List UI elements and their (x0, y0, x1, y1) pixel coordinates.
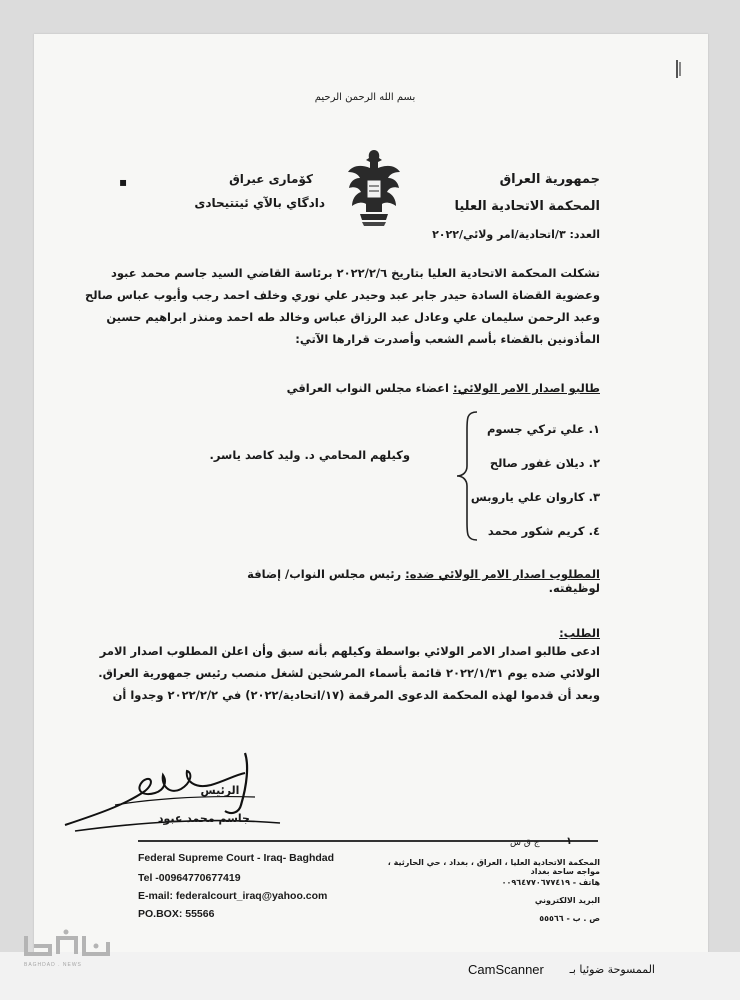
watermark-text: BAGHDAD . NEWS (24, 962, 82, 968)
reference-number: العدد: ٣/اتحادية/امر ولائي/٢٠٢٢ (432, 228, 600, 241)
header-mark: ▪ (119, 175, 128, 189)
handwritten-signature (55, 745, 285, 840)
intro-line: المأذونين بالقضاء بأسم الشعب وأصدرت قرارها الآتي: (295, 332, 600, 346)
intro-line: وعضوية القضاة السادة حيدر جابر عبد وحيدر علي نوري وخلف احمد رجب وأيوب عباس صالح (84, 288, 600, 302)
requesters-agent: وكيلهم المحامي د. وليد كاصد ياسر. (209, 448, 410, 462)
footer-pobox-arabic: ص . ب - ٥٥٥٦٦ (539, 914, 600, 923)
signatory-name: جاسم محمد عبود (157, 812, 250, 825)
page-number: ١ (566, 836, 573, 847)
basmala: بسم الله الرحمن الرحيم (314, 92, 416, 103)
respondent-value: رئيس مجلس النواب/ إضافة لوظيفته. (247, 567, 600, 595)
list-item: ٤. كريم شكور محمد (487, 524, 600, 538)
footer-initials: ج ق س (510, 838, 540, 848)
request-heading: الطلب: (559, 626, 600, 640)
court-name: المحكمة الاتحادية العليا (454, 199, 600, 214)
footer-email: E-mail: federalcourt_iraq@yahoo.com (138, 890, 328, 902)
footer-email-arabic: البريد الالكتروني (534, 896, 600, 905)
intro-line: تشكلت المحكمة الاتحادية العليا بتاريخ ٢٠٢٢/٢/٦ برئاسة القاضي السيد جاسم محمد عبود (110, 266, 600, 280)
camscanner-arabic-label: الممسوحة ضوئيا بـ (569, 963, 655, 976)
list-item: ٢. ديلان غفور صالح (489, 456, 600, 470)
kurdish-country-name: كۆمارى عيراق (229, 172, 313, 186)
iraq-eagle-emblem-icon (346, 146, 402, 228)
requesters-label: طالبو اصدار الامر الولائي: (452, 381, 600, 395)
scan-artifact-mark (676, 60, 682, 78)
kurdish-court-name: دادگاي بالآي ئيتتيحادى (194, 196, 325, 210)
requesters-heading (270, 381, 600, 395)
list-item: ١. علي تركي جسوم (486, 422, 600, 436)
list-item: ٣. كاروان علي ياروبس (470, 490, 600, 504)
request-line: ادعى طالبو اصدار الامر الولائي بواسطة وكيلهم بأنه سبق وأن اعلن المطلوب اصدار الامر (99, 644, 600, 658)
footer-phone-arabic: هاتف - ٠٠٩٦٤٧٧٠٦٧٧٤١٩ (501, 878, 600, 887)
footer-address-arabic: المحكمة الاتحادية العليا ، العراق ، بغداد ، حي الحارثية ، مواجه ساحة بغداد (387, 858, 600, 876)
footer-tel: Tel -00964770677419 (138, 872, 241, 884)
request-paragraph (98, 640, 600, 706)
footer-court-english: Federal Supreme Court - Iraq- Baghdad (138, 852, 335, 864)
signatory-title: الرئيس (200, 784, 240, 797)
request-line: وبعد أن قدموا لهذه المحكمة الدعوى المرقمة (١٧/اتحادية/٢٠٢٢) في ٢٠٢٢/٢/٢ وجدوا أن (112, 688, 600, 702)
intro-paragraph (84, 262, 600, 350)
respondent-heading (240, 567, 600, 595)
requesters-value: اعضاء مجلس النواب العراقي (286, 381, 449, 395)
country-name: جمهورية العراق (499, 172, 600, 187)
camscanner-brand: CamScanner (468, 962, 544, 977)
footer-pobox: PO.BOX: 55566 (138, 908, 215, 920)
intro-line: وعبد الرحمن سليمان علي وعادل عبد الرزاق عباس وخالد طه احمد ومنذر ابراهيم حسين (106, 310, 600, 324)
respondent-label: المطلوب اصدار الامر الولائي ضده: (405, 567, 600, 581)
curly-brace-icon (455, 410, 481, 542)
request-line: الولائي ضده يوم ٢٠٢٢/١/٣١ قائمة بأسماء المرشحين لشغل منصب رئيس جمهورية العراق. (98, 666, 600, 680)
